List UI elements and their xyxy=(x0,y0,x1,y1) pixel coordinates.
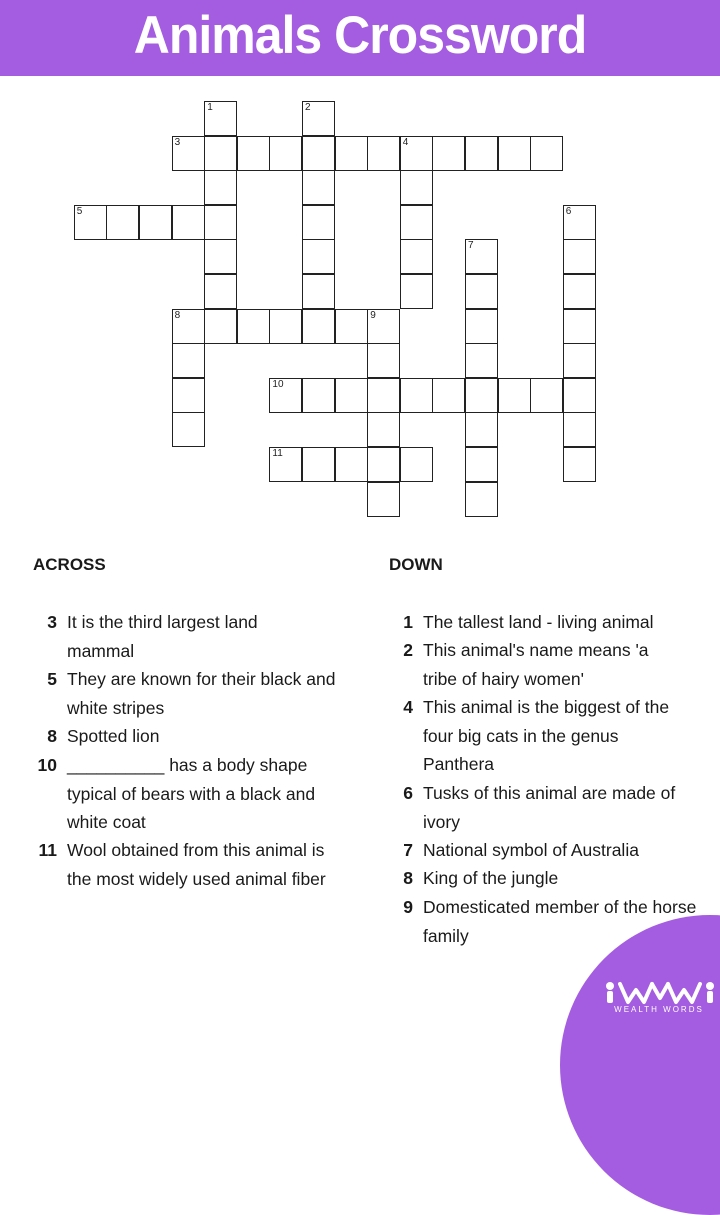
crossword-cell[interactable] xyxy=(432,136,465,171)
clue-number: 1 xyxy=(403,612,413,632)
crossword-cell[interactable] xyxy=(172,378,205,413)
clue-number: 3 xyxy=(47,612,57,632)
crossword-cell[interactable] xyxy=(204,205,237,240)
crossword-cell[interactable] xyxy=(367,412,400,447)
cell-number: 4 xyxy=(402,136,409,148)
crossword-cell[interactable] xyxy=(563,309,596,344)
crossword-cell[interactable] xyxy=(269,378,302,413)
clue-text: Domesticated member of the horse family xyxy=(423,897,697,946)
clue-text: Spotted lion xyxy=(67,726,160,746)
cell-number: 6 xyxy=(565,205,572,217)
crossword-cell[interactable] xyxy=(172,343,205,378)
crossword-cell[interactable] xyxy=(432,378,465,413)
crossword-cell[interactable] xyxy=(563,343,596,378)
across-clue-5 xyxy=(33,665,353,722)
crossword-cell[interactable] xyxy=(465,274,498,309)
down-clue-1 xyxy=(389,608,699,637)
crossword-cell[interactable] xyxy=(204,170,237,205)
crossword-cell[interactable] xyxy=(367,482,400,517)
clue-number: 4 xyxy=(403,697,413,717)
logo-text: WEALTH WORDS xyxy=(614,1005,704,1014)
down-clue-4 xyxy=(389,693,699,779)
clue-text: It is the third largest land mammal xyxy=(67,612,258,661)
crossword-cell[interactable] xyxy=(335,378,368,413)
down-clue-6 xyxy=(389,779,699,836)
down-clue-7 xyxy=(389,836,699,865)
clue-text: National symbol of Australia xyxy=(423,840,639,860)
crossword-cell[interactable] xyxy=(367,343,400,378)
crossword-cell[interactable] xyxy=(204,274,237,309)
crossword-cell[interactable] xyxy=(204,239,237,274)
crossword-cell[interactable] xyxy=(400,239,433,274)
brand-corner xyxy=(560,915,720,1215)
crossword-cell[interactable] xyxy=(465,447,498,482)
crossword-cell[interactable] xyxy=(302,205,335,240)
clue-number: 2 xyxy=(403,640,413,660)
crossword-cell[interactable] xyxy=(172,205,205,240)
crossword-cell[interactable] xyxy=(367,309,400,344)
cell-number: 9 xyxy=(370,309,376,321)
crossword-cell[interactable] xyxy=(335,136,368,171)
clue-text: This animal is the biggest of the four big cats in the genus Panthera xyxy=(423,697,670,774)
crossword-cell[interactable] xyxy=(237,309,270,344)
crossword-cell[interactable] xyxy=(367,378,400,413)
across-clue-8 xyxy=(33,722,353,751)
clue-text: The tallest land - living animal xyxy=(423,612,654,632)
crossword-cell[interactable] xyxy=(172,136,205,171)
crossword-cell[interactable] xyxy=(335,309,368,344)
cell-number: 2 xyxy=(305,102,311,113)
down-heading: DOWN xyxy=(389,555,443,574)
crossword-cell[interactable] xyxy=(204,101,237,136)
crossword-cell[interactable] xyxy=(302,170,335,205)
crossword-cell[interactable] xyxy=(563,378,596,413)
crossword-cell[interactable] xyxy=(530,136,563,171)
crossword-cell[interactable] xyxy=(465,343,498,378)
crossword-cell[interactable] xyxy=(302,136,335,171)
crossword-cell[interactable] xyxy=(465,239,498,274)
crossword-cell[interactable] xyxy=(269,136,302,171)
crossword-cell[interactable] xyxy=(367,447,400,482)
crossword-cell[interactable] xyxy=(563,274,596,309)
across-heading: ACROSS xyxy=(33,555,106,574)
crossword-cell[interactable] xyxy=(400,136,433,171)
clue-number: 6 xyxy=(403,783,413,803)
crossword-cell[interactable] xyxy=(498,136,531,171)
clue-number: 11 xyxy=(38,840,57,860)
across-clue-3 xyxy=(33,608,353,665)
crossword-cell[interactable] xyxy=(400,378,433,413)
crossword-cell[interactable] xyxy=(465,412,498,447)
clue-number: 5 xyxy=(47,669,57,689)
crossword-cell[interactable] xyxy=(302,309,335,344)
crossword-cell[interactable] xyxy=(465,482,498,517)
crossword-cell[interactable] xyxy=(106,205,139,240)
cell-number: 8 xyxy=(174,309,181,321)
crossword-cell[interactable] xyxy=(400,274,433,309)
cell-number: 7 xyxy=(468,240,474,252)
cell-number: 3 xyxy=(174,136,181,148)
page-title: Animals Crossword xyxy=(133,5,587,65)
down-clue-2 xyxy=(389,636,699,693)
crossword-cell[interactable] xyxy=(563,447,596,482)
clue-text: King of the jungle xyxy=(423,868,559,888)
crossword-cell[interactable] xyxy=(400,170,433,205)
crossword-cell[interactable] xyxy=(204,309,237,344)
cell-number: 10 xyxy=(272,378,284,390)
down-clue-8 xyxy=(389,864,699,893)
clue-text: This animal's name means 'a tribe of hairy women' xyxy=(423,640,649,689)
crossword-cell[interactable] xyxy=(400,447,433,482)
crossword-cell[interactable] xyxy=(302,101,335,136)
clue-number: 8 xyxy=(47,726,57,746)
crossword-cell[interactable] xyxy=(74,205,107,240)
crossword-cell[interactable] xyxy=(367,136,400,171)
crossword-cell[interactable] xyxy=(269,447,302,482)
crossword-cell[interactable] xyxy=(400,205,433,240)
crossword-cell[interactable] xyxy=(563,412,596,447)
crossword-cell[interactable] xyxy=(269,309,302,344)
across-clue-11 xyxy=(33,836,353,893)
crossword-cell[interactable] xyxy=(530,378,563,413)
crossword-cell[interactable] xyxy=(204,136,237,171)
clue-text: Wool obtained from this animal is the most widely used animal fiber xyxy=(67,840,326,889)
crossword-cell[interactable] xyxy=(139,205,172,240)
clue-text: Tusks of this animal are made of ivory xyxy=(423,783,676,832)
crossword-cell[interactable] xyxy=(302,378,335,413)
crossword-cell[interactable] xyxy=(465,309,498,344)
crossword-cell[interactable] xyxy=(465,136,498,171)
clue-number: 10 xyxy=(37,755,57,775)
clue-number: 7 xyxy=(403,840,413,860)
crossword-cell[interactable] xyxy=(563,205,596,240)
crossword-cell[interactable] xyxy=(172,309,205,344)
clue-text: __________ has a body shape typical of bears with a black and white coat xyxy=(67,755,316,832)
crossword-cell[interactable] xyxy=(465,378,498,413)
crossword-cell[interactable] xyxy=(302,239,335,274)
clue-text: They are known for their black and white stripes xyxy=(67,669,336,718)
crossword-grid xyxy=(0,0,720,530)
clue-number: 8 xyxy=(403,868,413,888)
cell-number: 1 xyxy=(207,102,213,113)
crossword-cell[interactable] xyxy=(302,274,335,309)
cell-number: 11 xyxy=(272,448,283,459)
crossword-cell[interactable] xyxy=(335,447,368,482)
crossword-cell[interactable] xyxy=(302,447,335,482)
crossword-cell[interactable] xyxy=(172,412,205,447)
clue-number: 9 xyxy=(403,897,413,917)
crossword-cell[interactable] xyxy=(498,378,531,413)
crossword-cell[interactable] xyxy=(563,239,596,274)
cell-number: 5 xyxy=(76,205,83,217)
across-clue-10 xyxy=(33,751,353,837)
crossword-cell[interactable] xyxy=(237,136,270,171)
